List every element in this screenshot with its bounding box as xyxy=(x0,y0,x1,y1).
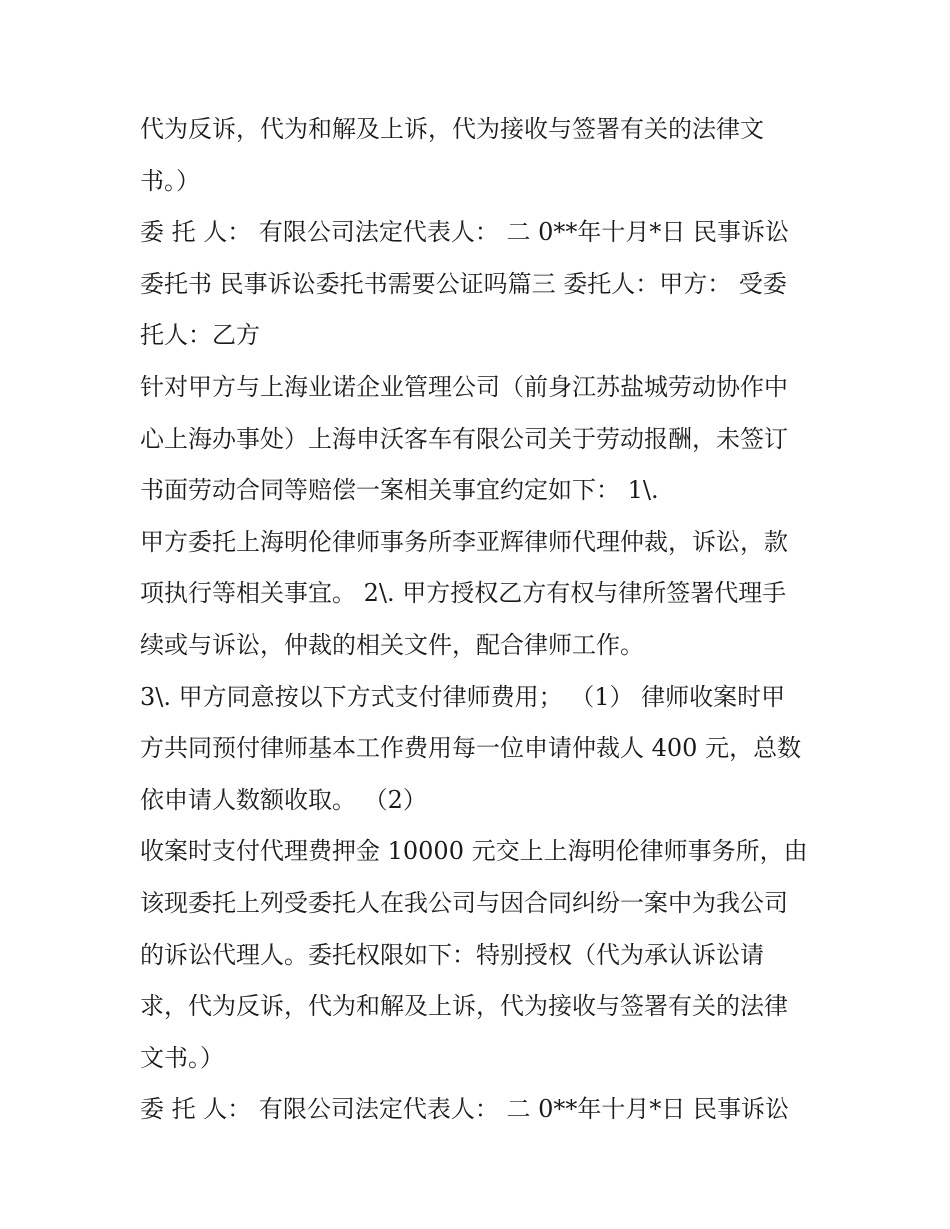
text-line: 文书。） xyxy=(140,1043,224,1072)
text-line: 委托书 民事诉讼委托书需要公证吗篇三 委托人：甲方： 受委 xyxy=(140,269,787,298)
text-line: 书面劳动合同等赔偿一案相关事宜约定如下： 1\. xyxy=(140,476,659,505)
text-line: 委 托 人： 有限公司法定代表人： 二 0**年十月*日 民事诉讼 xyxy=(140,1095,790,1124)
text-line: 针对甲方与上海业诺企业管理公司（前身江苏盐城劳动协作中 xyxy=(140,372,788,401)
text-line: 甲方委托上海明伦律师事务所李亚辉律师代理仲裁，诉讼，款 xyxy=(140,527,788,556)
text-line: 方共同预付律师基本工作费用每一位申请仲裁人 400 元，总数 xyxy=(140,734,802,763)
text-line: 求，代为反诉，代为和解及上诉，代为接收与签署有关的法律 xyxy=(140,992,788,1021)
text-line: 收案时支付代理费押金 10000 元交上上海明伦律师事务所，由 xyxy=(140,837,808,866)
text-line: 书。） xyxy=(140,166,200,195)
text-line: 续或与诉讼，仲裁的相关文件，配合律师工作。 xyxy=(140,630,644,659)
text-line: 项执行等相关事宜。 2\. 甲方授权乙方有权与律所签署代理手 xyxy=(140,579,787,608)
text-line: 该现委托上列受委托人在我公司与因合同纠纷一案中为我公司 xyxy=(140,888,788,917)
text-line: 代为反诉，代为和解及上诉，代为接收与签署有关的法律文 xyxy=(140,115,764,143)
text-line: 的诉讼代理人。委托权限如下：特别授权（代为承认诉讼请 xyxy=(140,940,764,969)
text-line: 3\. 甲方同意按以下方式支付律师费用； （1） 律师收案时甲 xyxy=(140,682,786,711)
text-line: 托人：乙方 xyxy=(140,321,260,350)
document-body xyxy=(140,104,820,1136)
text-line: 委 托 人： 有限公司法定代表人： 二 0**年十月*日 民事诉讼 xyxy=(140,218,790,247)
text-line: 依申请人数额收取。 （2） xyxy=(140,785,427,814)
text-line: 心上海办事处）上海申沃客车有限公司关于劳动报酬，未签订 xyxy=(140,424,788,453)
